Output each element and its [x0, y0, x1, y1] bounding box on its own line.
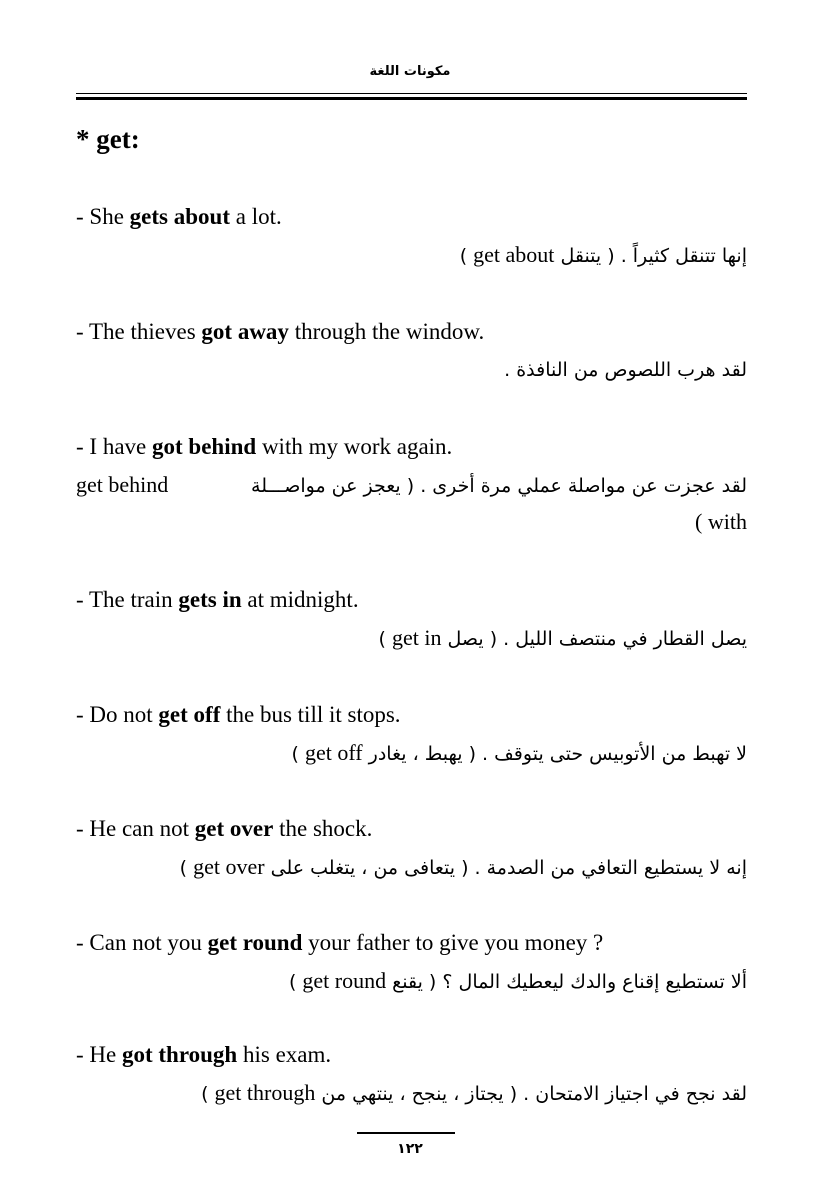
example-get-about [76, 203, 747, 270]
example-get-off [76, 701, 747, 768]
example-get-in [76, 586, 747, 653]
page-number: ١٢٢ [397, 1141, 423, 1157]
arabic-translation: إنها تتنقل كثيراً . ( يتنقل get about ) [459, 242, 747, 267]
english-sentence: - He can not get over the shock. [76, 816, 373, 841]
running-header: مكونات اللغة [369, 64, 451, 79]
phrasal-verb: get over [194, 816, 274, 841]
example-get-over [76, 815, 747, 882]
phrasal-verb: get round [207, 930, 303, 955]
header-rule-thick [76, 97, 747, 100]
example-get-away [76, 318, 747, 384]
arabic-translation: ألا تستطيع إقناع والدك ليعطيك المال ؟ ( يقنع get round ) [288, 968, 747, 993]
english-sentence: - He got through his exam. [76, 1042, 332, 1067]
phrasal-verb: gets in [178, 587, 242, 612]
arabic-translation: لقد هرب اللصوص من النافذة . [504, 359, 747, 381]
arabic-translation-continuation: ( with [695, 509, 747, 534]
phrasal-verb: got behind [152, 434, 257, 459]
english-sentence: - She gets about a lot. [76, 204, 282, 229]
phrasal-verb: got away [201, 319, 289, 344]
arabic-translation: إنه لا يستطيع التعافي من الصدمة . ( يتعافى من ، يتغلب على get over ) [179, 854, 747, 879]
arabic-translation: لقد نجح في اجتياز الامتحان . ( يجتاز ، ينجح ، ينتهي من get through ) [201, 1080, 747, 1105]
phrasal-verb: gets about [129, 204, 230, 229]
english-sentence: - Can not you get round your father to give you money ? [76, 930, 604, 955]
example-get-behind [76, 433, 747, 536]
arabic-translation: يصل القطار في منتصف الليل . ( يصل get in ) [378, 625, 747, 650]
phrasal-verb: get off [158, 702, 221, 727]
arabic-translation-latin-end: get behind [76, 472, 169, 497]
english-sentence: - Do not get off the bus till it stops. [76, 702, 401, 727]
example-get-round [76, 929, 747, 996]
footer-rule [357, 1132, 455, 1134]
phrasal-verb: got through [121, 1042, 238, 1067]
english-sentence: - The train gets in at midnight. [76, 587, 359, 612]
english-sentence: - The thieves got away through the window. [76, 319, 485, 344]
arabic-translation: لقد عجزت عن مواصلة عملي مرة أخرى . ( يعجز عن مواصـــلة [251, 475, 747, 497]
example-get-through [76, 1041, 747, 1108]
section-heading: * get: [76, 124, 140, 154]
header-rule-thin [76, 93, 747, 94]
english-sentence: - I have got behind with my work again. [76, 434, 453, 459]
arabic-translation: لا تهبط من الأتوبيس حتى يتوقف . ( يهبط ، يغادر get off ) [291, 740, 747, 765]
